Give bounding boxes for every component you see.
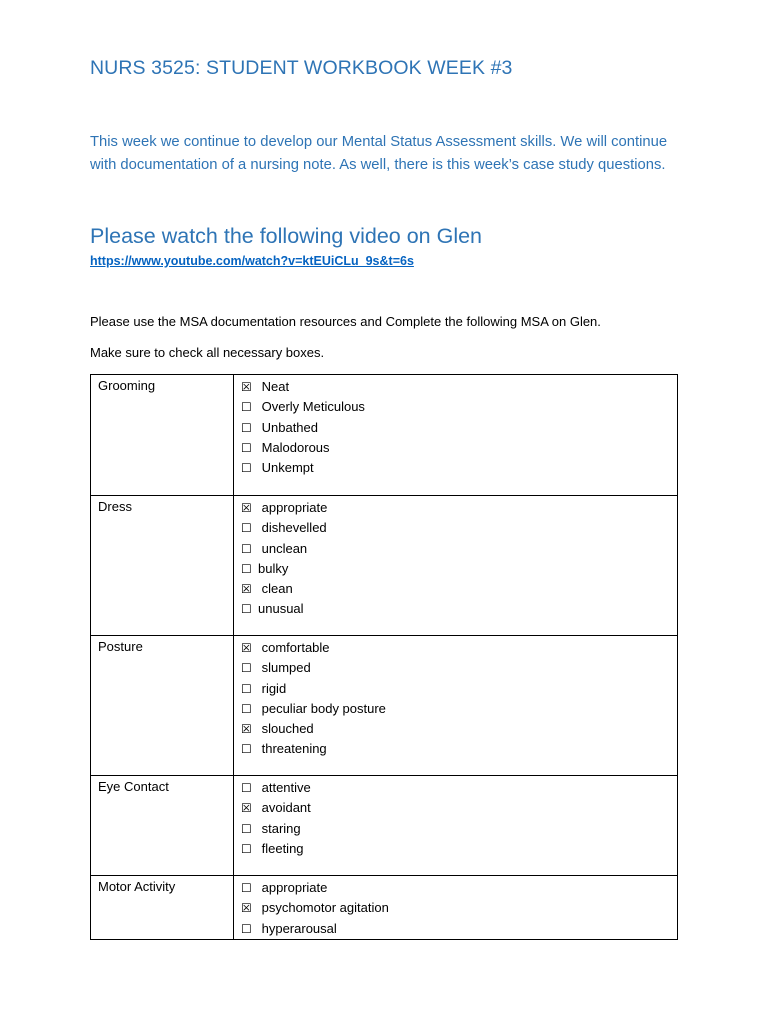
unchecked-checkbox-icon[interactable]: ☐: [241, 400, 252, 415]
checkbox-option[interactable]: [241, 518, 670, 538]
option-label: peculiar body posture: [258, 700, 386, 716]
checked-checkbox-icon[interactable]: ☒: [241, 501, 252, 515]
checkbox-option[interactable]: [241, 539, 670, 559]
msa-row-dress: [91, 496, 678, 636]
video-heading: Please watch the following video on Glen: [90, 224, 483, 248]
checkbox-option[interactable]: [241, 839, 670, 859]
option-label: Unbathed: [258, 419, 318, 435]
option-label: unusual: [258, 601, 304, 617]
checked-checkbox-icon[interactable]: ☒: [241, 801, 252, 816]
checked-checkbox-icon[interactable]: ☒: [241, 582, 252, 597]
checkbox-option[interactable]: [241, 579, 670, 599]
option-label: slumped: [258, 660, 311, 676]
checkbox-option[interactable]: [241, 599, 670, 619]
unchecked-checkbox-icon[interactable]: ☐: [241, 921, 252, 936]
unchecked-checkbox-icon[interactable]: ☐: [241, 881, 252, 895]
checked-checkbox-icon[interactable]: ☒: [241, 901, 252, 916]
msa-table: [90, 374, 678, 940]
checkbox-option[interactable]: [241, 739, 670, 759]
category-label: Dress: [91, 496, 234, 636]
option-label: slouched: [258, 721, 314, 737]
category-label: Grooming: [91, 375, 234, 496]
option-label: comfortable: [258, 640, 330, 655]
option-label: hyperarousal: [258, 920, 337, 936]
checkbox-option[interactable]: [241, 458, 670, 478]
checkbox-option[interactable]: [241, 919, 670, 939]
checkbox-option[interactable]: [241, 699, 670, 719]
checkbox-option[interactable]: [241, 798, 670, 818]
option-label: Unkempt: [258, 460, 314, 476]
unchecked-checkbox-icon[interactable]: ☐: [241, 420, 252, 435]
option-label: clean: [258, 581, 293, 597]
msa-row-posture: [91, 636, 678, 776]
options-cell: [234, 876, 678, 940]
video-link[interactable]: https://www.youtube.com/watch?v=ktEUiCLu_9s&t=6s: [90, 254, 414, 268]
unchecked-checkbox-icon[interactable]: ☐: [241, 461, 252, 476]
unchecked-checkbox-icon[interactable]: ☐: [241, 742, 252, 757]
category-label: Posture: [91, 636, 234, 776]
unchecked-checkbox-icon[interactable]: ☐: [241, 561, 252, 576]
unchecked-checkbox-icon[interactable]: ☐: [241, 440, 252, 455]
option-label: attentive: [258, 780, 311, 795]
checkbox-option[interactable]: [241, 898, 670, 918]
msa-row-eye-contact: [91, 776, 678, 876]
options-cell: [234, 636, 678, 776]
page-title: NURS 3525: STUDENT WORKBOOK WEEK #3: [90, 57, 513, 79]
instruction-checkboxes: Make sure to check all necessary boxes.: [90, 345, 325, 360]
option-label: bulky: [258, 560, 289, 576]
option-label: rigid: [258, 680, 287, 696]
option-label: Malodorous: [258, 439, 330, 455]
checked-checkbox-icon[interactable]: ☒: [241, 722, 252, 737]
checkbox-option[interactable]: [241, 638, 670, 658]
option-label: fleeting: [258, 840, 304, 856]
option-label: avoidant: [258, 800, 311, 816]
unchecked-checkbox-icon[interactable]: ☐: [241, 821, 252, 836]
unchecked-checkbox-icon[interactable]: ☐: [241, 701, 252, 716]
checkbox-option[interactable]: [241, 778, 670, 798]
option-label: psychomotor agitation: [258, 900, 389, 916]
checked-checkbox-icon[interactable]: ☒: [241, 641, 252, 655]
option-label: Neat: [258, 379, 290, 394]
checked-checkbox-icon[interactable]: ☒: [241, 380, 252, 394]
unchecked-checkbox-icon[interactable]: ☐: [241, 602, 252, 617]
unchecked-checkbox-icon[interactable]: ☐: [241, 661, 252, 676]
instruction-text: Please use the MSA documentation resources and Complete the following MSA on Glen.: [90, 314, 601, 329]
msa-row-grooming: [91, 375, 678, 496]
category-label: Motor Activity: [91, 876, 234, 940]
option-label: staring: [258, 820, 301, 836]
unchecked-checkbox-icon[interactable]: ☐: [241, 681, 252, 696]
checkbox-option[interactable]: [241, 819, 670, 839]
options-cell: [234, 375, 678, 496]
unchecked-checkbox-icon[interactable]: ☐: [241, 541, 252, 556]
checkbox-option[interactable]: [241, 679, 670, 699]
checkbox-option[interactable]: [241, 719, 670, 739]
msa-row-motor-activity: [91, 876, 678, 940]
options-cell: [234, 496, 678, 636]
option-label: dishevelled: [258, 520, 327, 536]
unchecked-checkbox-icon[interactable]: ☐: [241, 521, 252, 536]
checkbox-option[interactable]: [241, 559, 670, 579]
checkbox-option[interactable]: [241, 377, 670, 397]
option-label: unclean: [258, 540, 308, 556]
category-label: Eye Contact: [91, 776, 234, 876]
checkbox-option[interactable]: [241, 438, 670, 458]
unchecked-checkbox-icon[interactable]: ☐: [241, 781, 252, 795]
intro-paragraph: This week we continue to develop our Mental Status Assessment skills. We will continue with documentation of a nursing note. As well, there is this week’s case study questions.: [90, 134, 668, 173]
option-label: threatening: [258, 741, 327, 757]
checkbox-option[interactable]: [241, 658, 670, 678]
checkbox-option[interactable]: [241, 878, 670, 898]
option-label: appropriate: [258, 880, 328, 895]
checkbox-option[interactable]: [241, 418, 670, 438]
checkbox-option[interactable]: [241, 498, 670, 518]
option-label: Overly Meticulous: [258, 399, 365, 415]
checkbox-option[interactable]: [241, 397, 670, 417]
unchecked-checkbox-icon[interactable]: ☐: [241, 841, 252, 856]
options-cell: [234, 776, 678, 876]
option-label: appropriate: [258, 500, 328, 515]
